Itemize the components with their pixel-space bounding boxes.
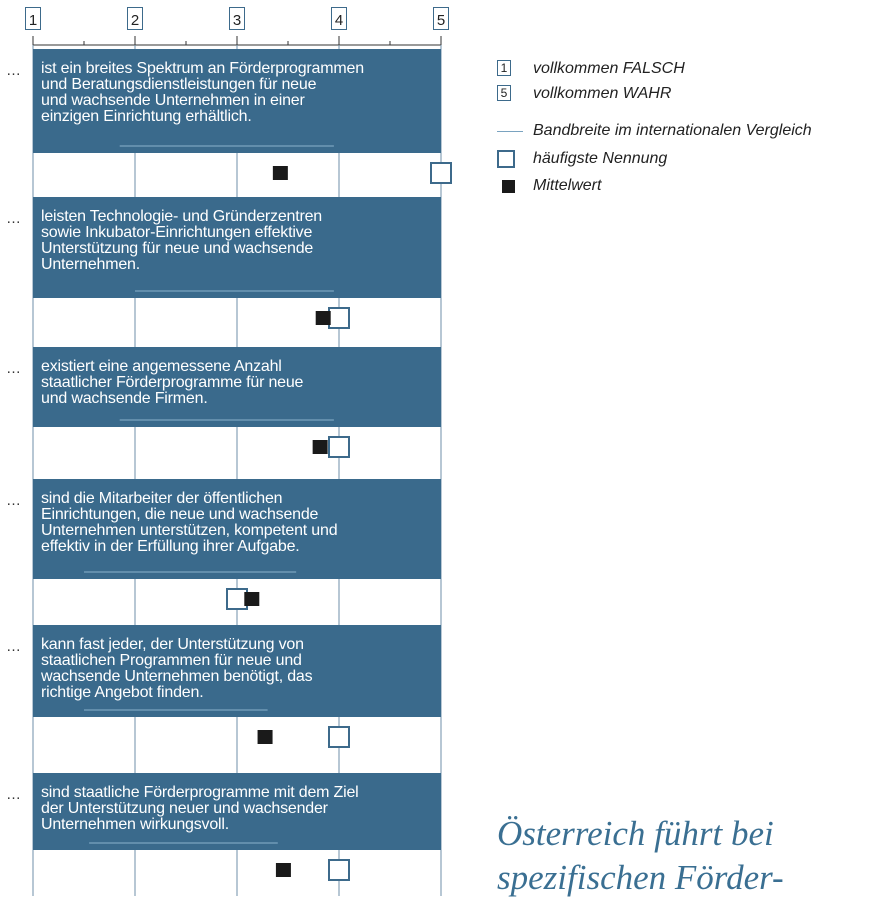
statement-line: kann fast jeder, der Unterstützung von [41,636,304,653]
statement-line: und wachsende Firmen. [41,390,208,407]
scale-tick-label: 1 [28,12,38,29]
legend-scale-max-number: 5 [497,85,511,101]
mode-marker [431,163,451,183]
statement-line: Unterstützung für neue und wachsende [41,240,314,257]
statement-prefix: … [6,638,21,655]
statement-line: effektiv in der Erfüllung ihrer Aufgabe. [41,538,300,555]
legend-mean-square-icon [502,180,515,193]
statement-line: staatlicher Förderprogramme für neue [41,374,304,391]
pullquote [497,812,877,900]
statement-line: existiert eine angemessene Anzahl [41,358,282,375]
statement-prefix: … [6,786,21,803]
legend-mean-label: Mittelwert [533,177,602,194]
statement-line: sowie Inkubator-Einrichtungen effektive [41,224,313,241]
statement-line: Einrichtungen, die neue und wachsende [41,506,319,523]
scale-tick-label: 3 [232,12,242,29]
legend-range-line-icon [497,131,523,132]
statement-prefix: … [6,210,21,227]
mean-marker [316,311,331,325]
legend-scale-min-label: vollkommen FALSCH [533,60,685,77]
legend-range-label: Bandbreite im internationalen Vergleich [533,122,812,139]
mode-marker [329,727,349,747]
statement-line: sind die Mitarbeiter der öffentlichen [41,490,283,507]
pullquote-line-2: spezifischen Förder- [497,858,784,897]
statement-prefix: … [6,62,21,79]
statement-line: sind staatliche Förderprogramme mit dem Ziel [41,784,359,801]
mode-marker [329,860,349,880]
mean-marker [276,863,291,877]
legend-mode-square-icon [497,150,515,168]
statement-line: und wachsende Unternehmen in einer [41,92,305,109]
statement-line: ist ein breites Spektrum an Förderprogrammen [41,60,364,77]
mean-marker [258,730,273,744]
mean-marker [273,166,288,180]
statement-line: wachsende Unternehmen benötigt, das [41,668,313,685]
statement-line: staatlichen Programmen für neue und [41,652,302,669]
mode-marker [329,308,349,328]
statement-prefix: … [6,360,21,377]
statement-line: richtige Angebot finden. [41,684,204,701]
statement-prefix: … [6,492,21,509]
statement-line: der Unterstützung neuer und wachsender [41,800,328,817]
legend-scale-max-label: vollkommen WAHR [533,85,672,102]
mean-marker [313,440,328,454]
scale-tick-label: 5 [436,12,446,29]
scale-tick-label: 4 [334,12,344,29]
pullquote-line-1: Österreich führt bei [497,814,774,853]
statement-line: einzigen Einrichtung erhältlich. [41,108,252,125]
statement-line: Unternehmen wirkungsvoll. [41,816,229,833]
mean-marker [244,592,259,606]
statement-line: Unternehmen. [41,256,140,273]
scale-tick-label: 2 [130,12,140,29]
legend-mode-label: häufigste Nennung [533,150,668,167]
statement-line: und Beratungsdienstleistungen für neue [41,76,317,93]
statement-line: leisten Technologie- und Gründerzentren [41,208,322,225]
mode-marker [227,589,247,609]
mode-marker [329,437,349,457]
legend-scale-min-number: 1 [497,60,511,76]
statement-line: Unternehmen unterstützen, kompetent und [41,522,338,539]
